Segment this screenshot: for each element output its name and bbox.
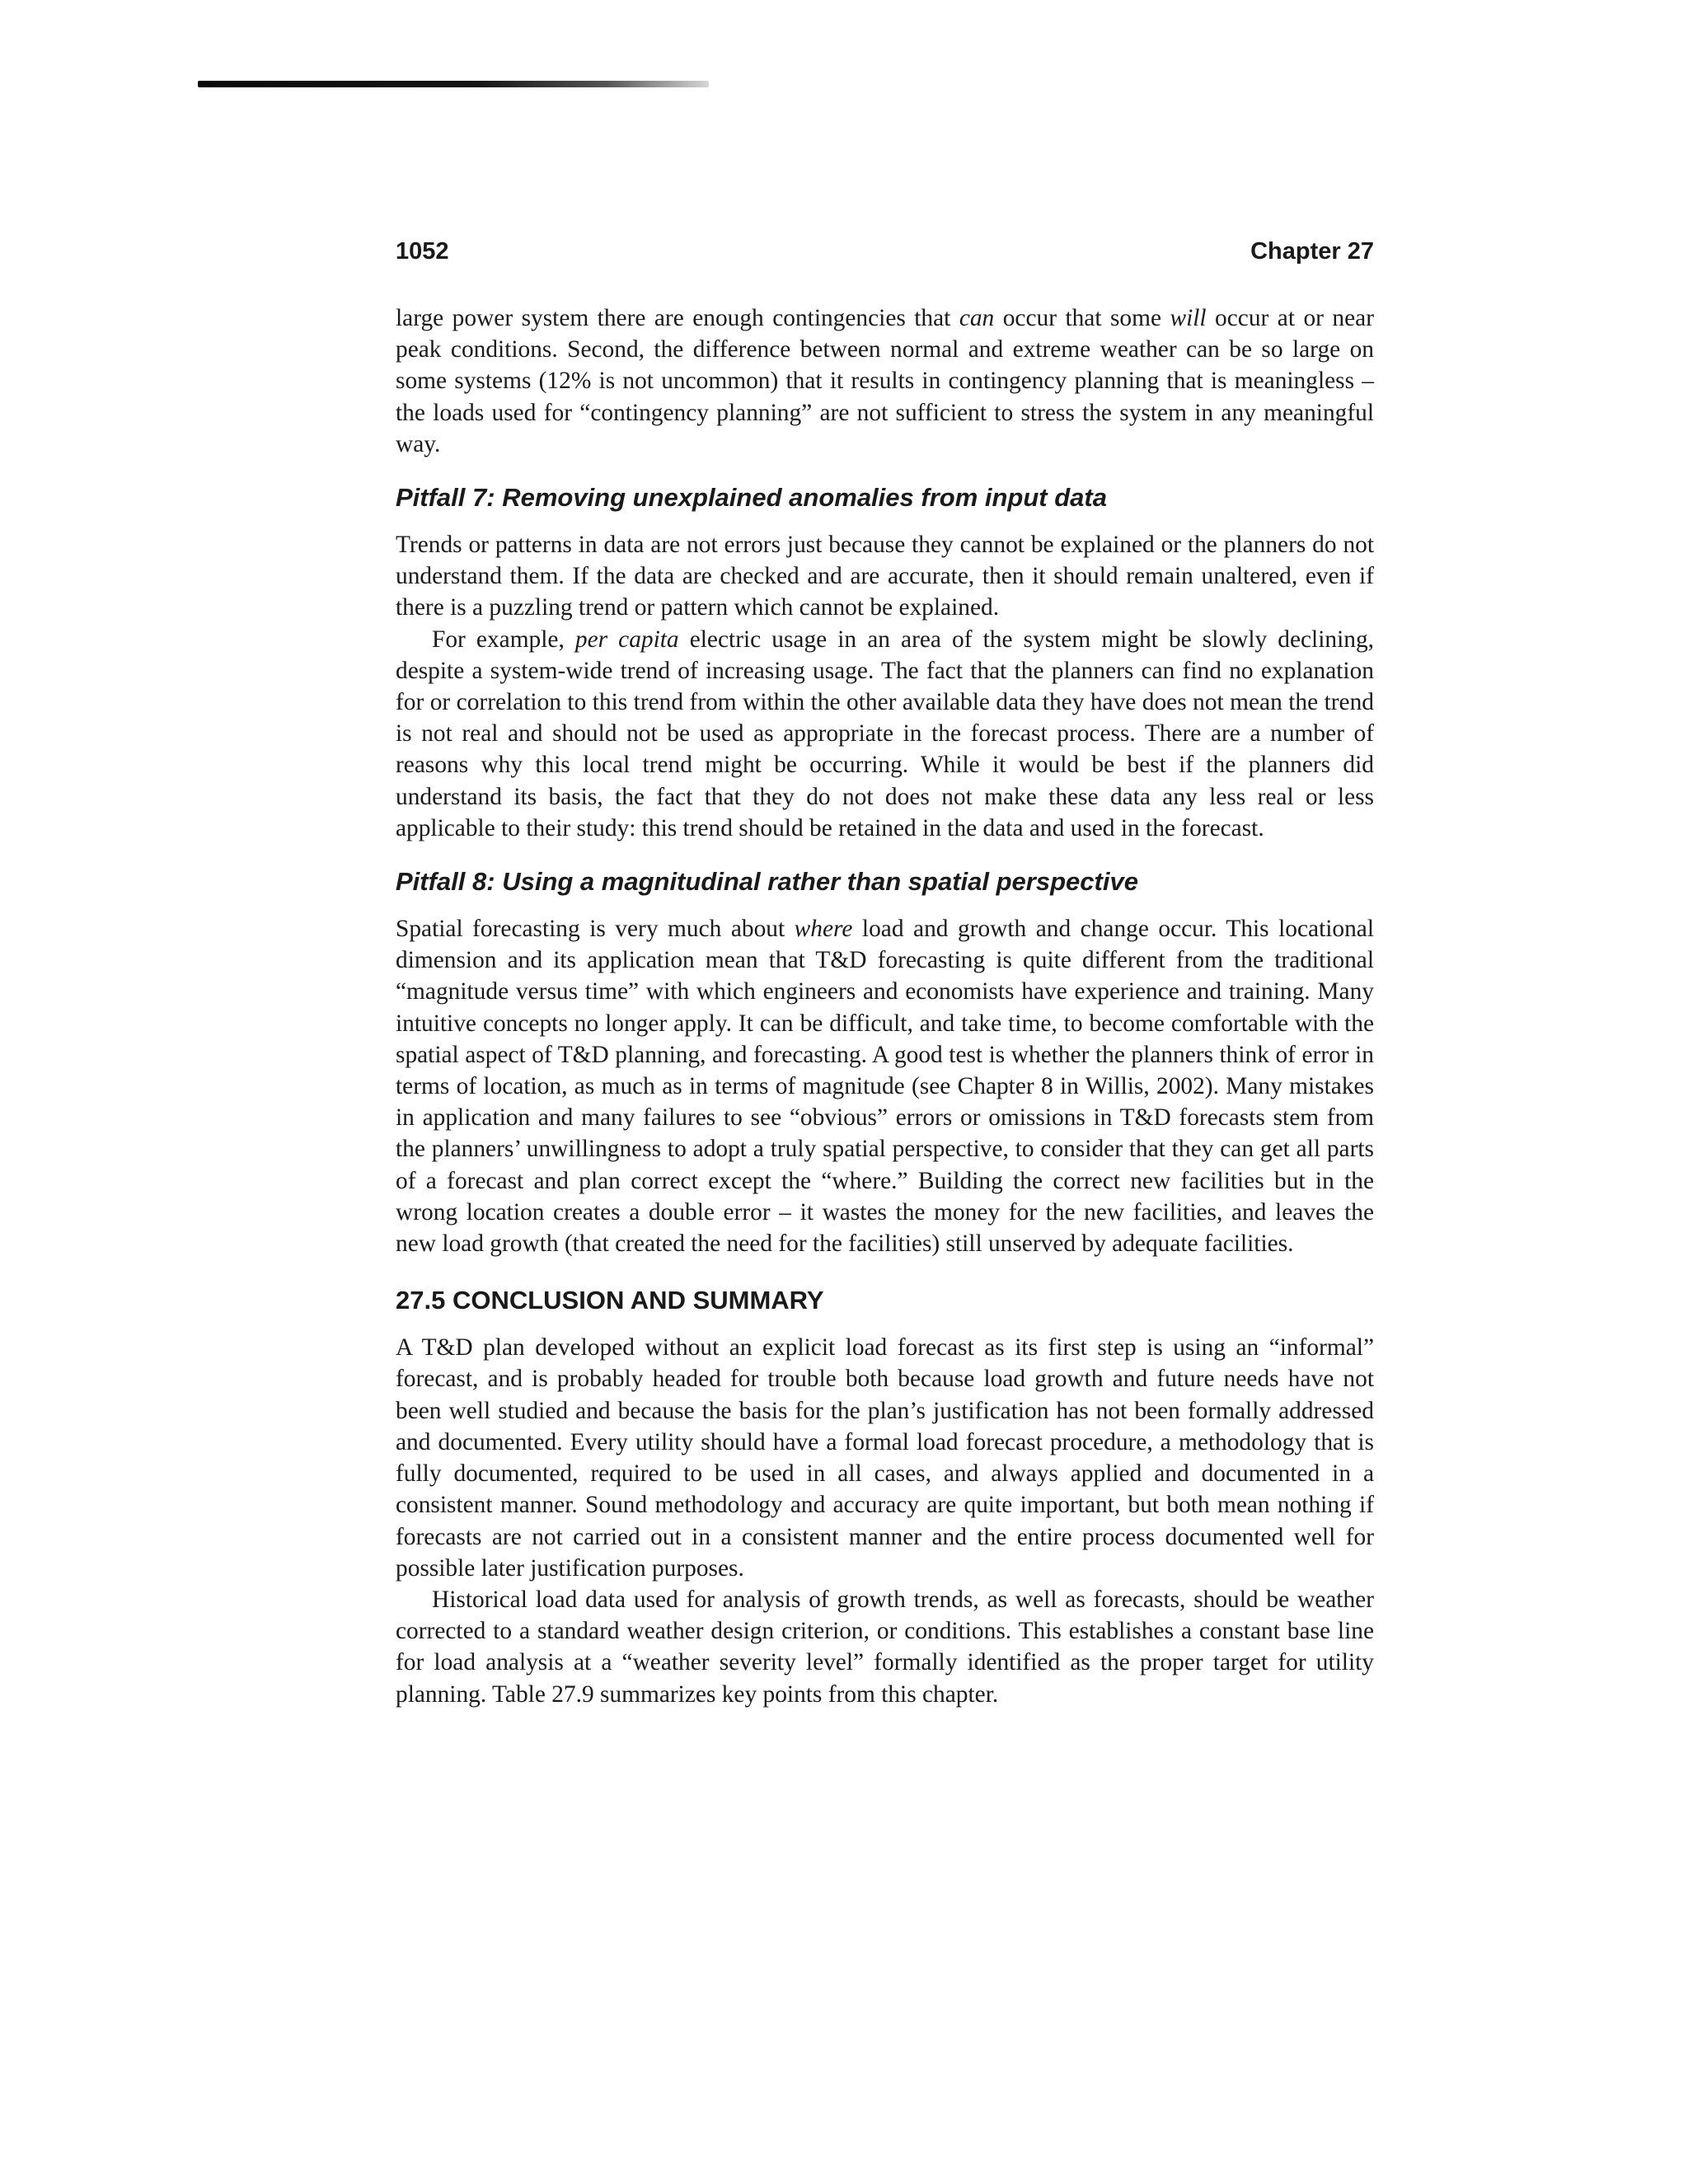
pitfall-7-heading: Pitfall 7: Removing unexplained anomalies from input data [396,483,1107,513]
conclusion-paragraph-2: Historical load data used for analysis of growth trends, as well as forecasts, should be weather corrected to a standard weather design criterion, or conditions. This establishes a constant base line for load analysis at a “weather severity level” formally identified as the proper target for utility planning. Table 27.9 summarizes key points from this chapter. [396,1586,1374,1708]
pitfall-8-heading: Pitfall 8: Using a magnitudinal rather than spatial perspective [396,867,1138,897]
pitfall-7-p2-text-1: For example, [432,626,575,653]
conclusion-paragraph-1: A T&D plan developed without an explicit load forecast as its first step is using an “informal” forecast, and is probably headed for trouble both because load growth and future needs have not been well studied and because the basis for the plan’s justification has not been formally addressed and documented. Every utility should have a formal load forecast procedure, a methodology that is fully documented, required to be used in all cases, and always applied and documented in a consistent manner. Sound methodology and accuracy are quite important, but both mean nothing if forecasts are not carried out in a consistent manner and the entire process documented well for possible later justification purposes. [396,1334,1374,1582]
pitfall-7-emphasis: per capita [574,626,679,653]
pitfall-8-emphasis: where [794,916,853,943]
pitfall-8-paragraph [396,913,1374,1259]
intro-text-2: occur that some [994,305,1170,331]
top-decorative-rule [198,81,709,87]
pitfall-8-text-2: load and growth and change occur. This locational dimension and its application mean that T&D forecasting is quite different from the traditional “magnitude versus time” with which engineers and economists have experience and training. Many intuitive concepts no longer apply. It can be difficult, and take time, to become comfortable with the spatial aspect of T&D planning, and forecasting. A good test is whether the planners think of error in terms of location, as much as in terms of magnitude (see Chapter 8 in Willis, 2002). Many mistakes in application and many failures to see “obvious” errors or omissions in T&D forecasts stem from the planners’ unwillingness to adopt a truly spatial perspective, to consider that they can get all parts of a forecast and plan correct except the “where.” Building the correct new facilities but in the wrong location creates a double error – it wastes the money for the new facilities, and leaves the new load growth (that created the need for the facilities) still unserved by adequate facilities. [396,916,1375,1258]
intro-emphasis-can: can [959,305,995,331]
intro-text-1: large power system there are enough contingencies that [396,305,959,331]
intro-paragraph [396,302,1374,460]
page-number: 1052 [396,238,449,265]
intro-text-3: occur at or near peak conditions. Second, the difference between normal and extreme weather can be so large on some systems (12% is not uncommon) that it results in contingency planning that is meaningless – the loads used for “contingency planning” are not sufficient to stress the system in any meaningful way. [396,305,1374,457]
pitfall-7-paragraph-1: Trends or patterns in data are not errors just because they cannot be explained or the planners do not understand them. If the data are checked and are accurate, then it should remain unaltered, even if there is a puzzling trend or pattern which cannot be explained. [396,532,1374,621]
section-heading-conclusion: 27.5 CONCLUSION AND SUMMARY [396,1286,824,1315]
page-content [396,235,1374,1710]
pitfall-7-p2-text-2: electric usage in an area of the system might be slowly declining, despite a system-wide trend of increasing usage. The fact that the planners can find no explanation for or correlation to this trend from within the other available data they have does not mean the trend is not real and should not be used as appropriate in the forecast process. There are a number of reasons why this local trend might be occurring. While it would be best if the planners did understand its basis, the fact that they do not does not make these data any less real or less applicable to their study: this trend should be retained in the data and used in the forecast. [396,626,1374,841]
pitfall-8-text-1: Spatial forecasting is very much about [396,916,795,943]
pitfall-7-paragraph-2 [396,624,1374,844]
intro-emphasis-will: will [1170,305,1207,331]
chapter-label: Chapter 27 [1250,238,1374,265]
running-header [396,235,1374,268]
